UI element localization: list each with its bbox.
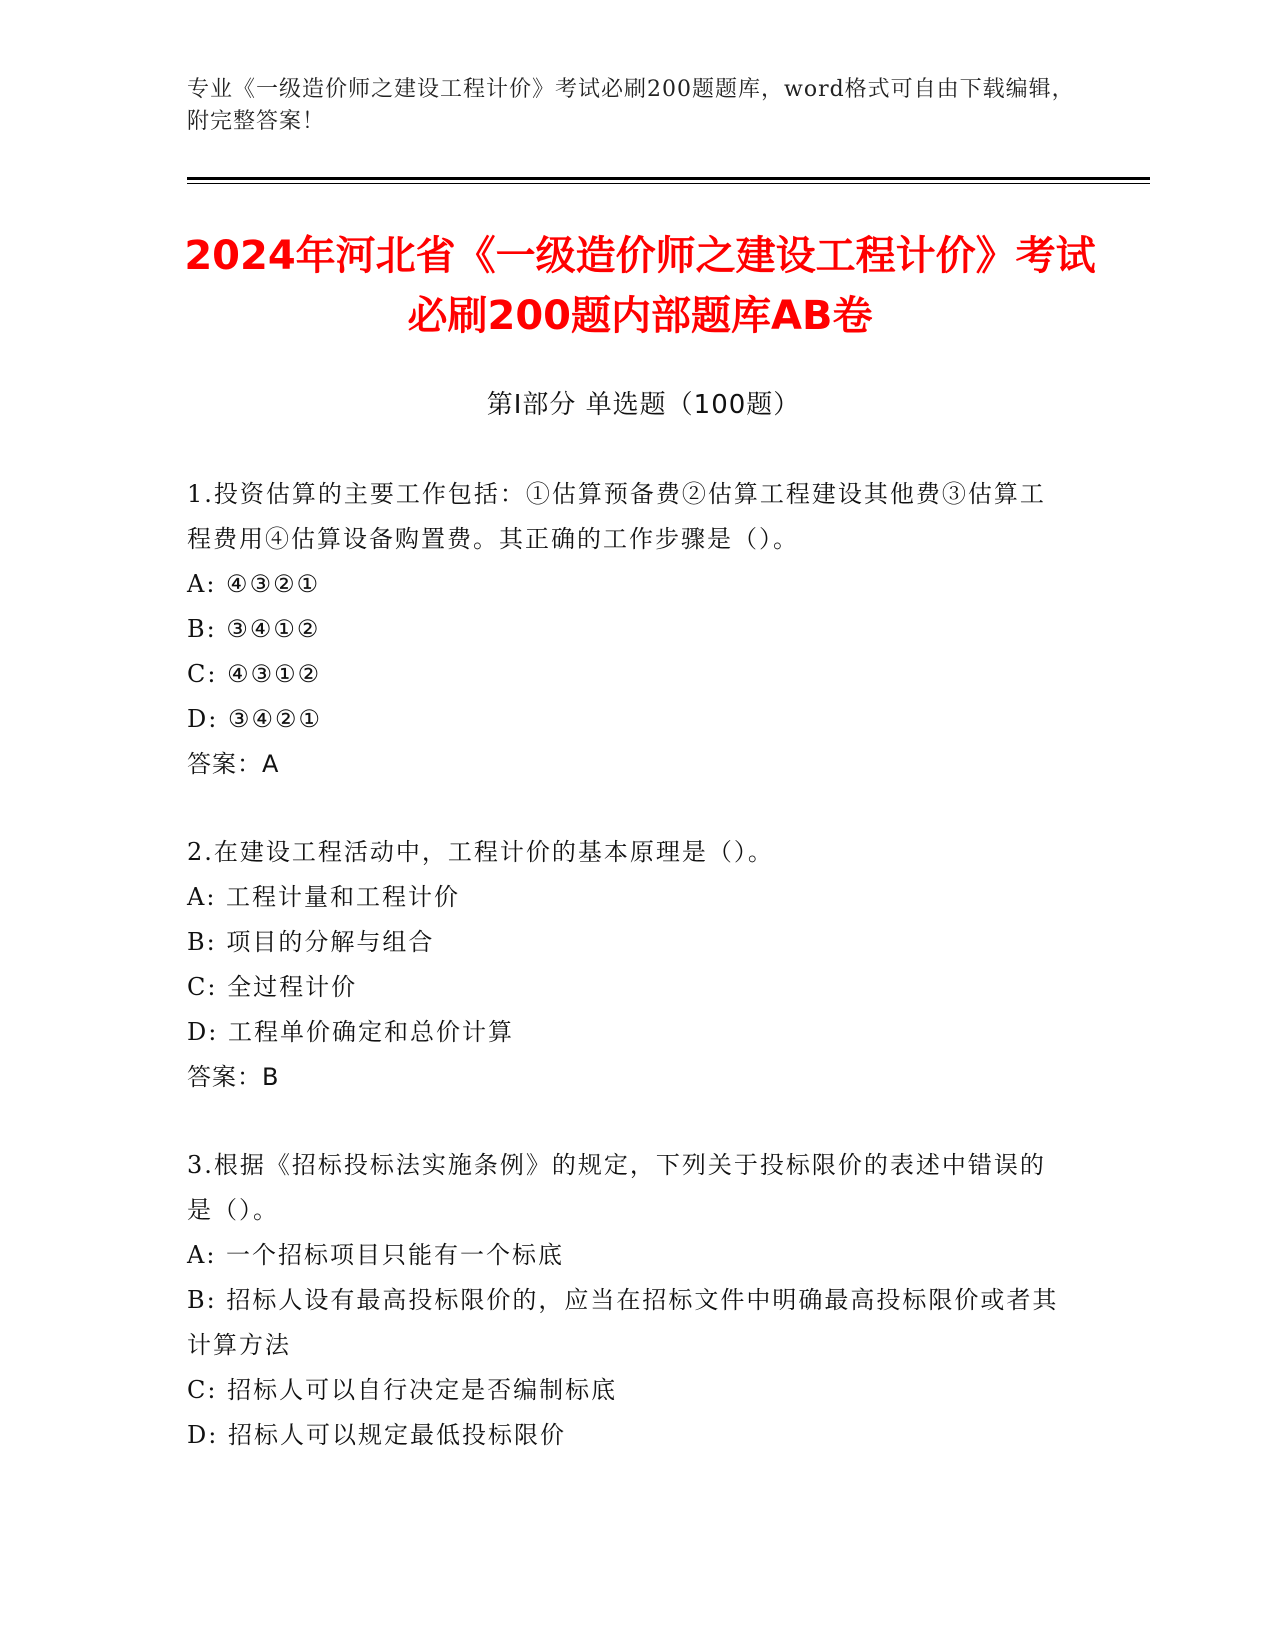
- option-d: D: 招标人可以规定最低投标限价: [187, 1421, 566, 1449]
- answer: 答案：B: [187, 1063, 280, 1091]
- option-b: B: 项目的分解与组合: [187, 928, 435, 956]
- option-c: C: 全过程计价: [187, 973, 358, 1001]
- option-a: A: 工程计量和工程计价: [187, 883, 461, 911]
- section-title: 第I部分 单选题（100题）: [486, 390, 801, 420]
- option-c: C: ④③①②: [187, 660, 322, 688]
- document-title: 2024年河北省《一级造价师之建设工程计价》考试必刷200题内部题库AB卷: [184, 233, 1096, 339]
- question-3: [187, 1143, 1067, 1458]
- option-d: D: 工程单价确定和总价计算: [187, 1018, 514, 1046]
- question-stem: 2.在建设工程活动中，工程计价的基本原理是（）。: [187, 838, 774, 866]
- option-d: D: ③④②①: [187, 705, 323, 733]
- question-list: [187, 472, 1067, 1501]
- option-c: C: 招标人可以自行决定是否编制标底: [187, 1376, 618, 1404]
- question-stem: 1.投资估算的主要工作包括：①估算预备费②估算工程建设其他费③估算工程费用④估算设备购置费。其正确的工作步骤是（）。: [187, 480, 1046, 553]
- header-note: 专业《一级造价师之建设工程计价》考试必刷200题题库，word格式可自由下载编辑，附完整答案！: [187, 77, 1075, 134]
- header-rule-thin: [187, 183, 1150, 184]
- option-a: A: ④③②①: [187, 570, 321, 598]
- answer: 答案：A: [187, 750, 280, 778]
- option-b: B: 招标人设有最高投标限价的，应当在招标文件中明确最高投标限价或者其计算方法: [187, 1286, 1059, 1359]
- question-1: [187, 472, 1067, 787]
- option-a: A: 一个招标项目只能有一个标底: [187, 1241, 565, 1269]
- option-b: B: ③④①②: [187, 615, 321, 643]
- header-rule-thick: [187, 177, 1150, 180]
- question-stem: 3.根据《招标投标法实施条例》的规定，下列关于投标限价的表述中错误的是（）。: [187, 1151, 1046, 1224]
- question-2: [187, 830, 1067, 1100]
